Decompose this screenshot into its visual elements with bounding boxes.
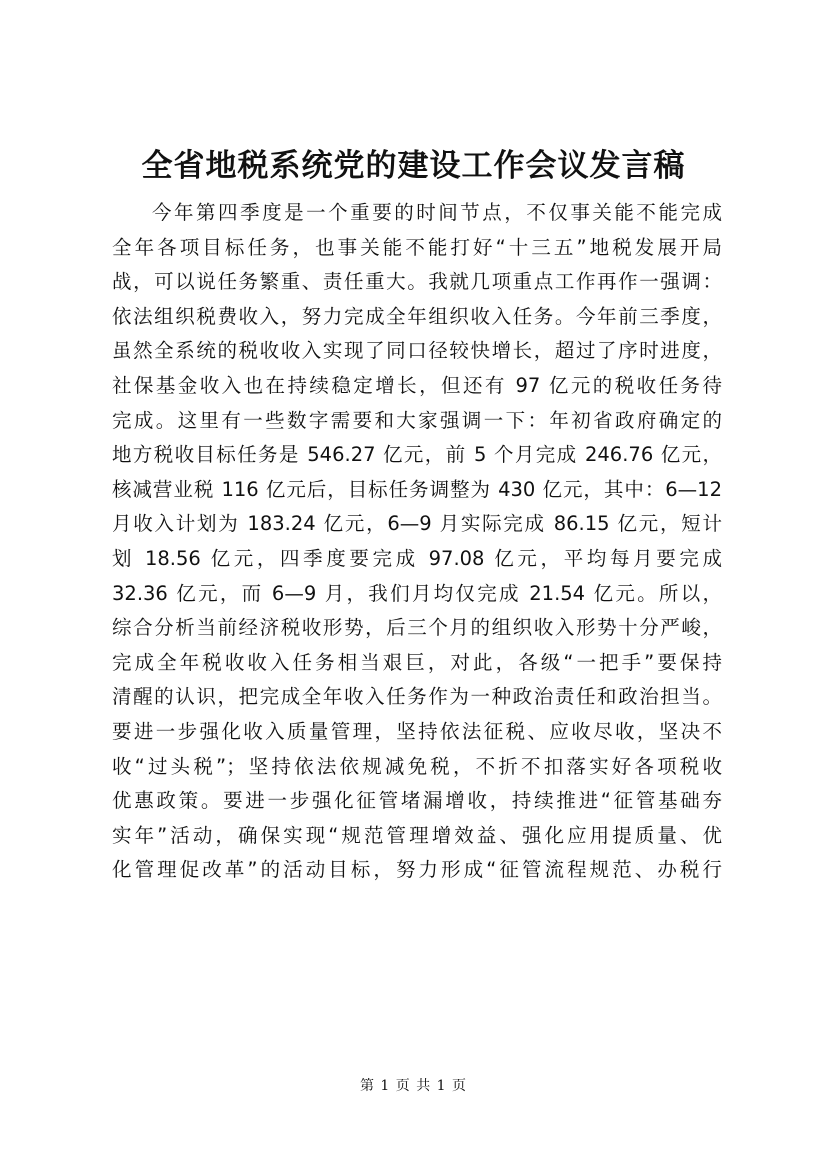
body-line: 核减营业税 116 亿元后，目标任务调整为 430 亿元，其中：6—12 <box>112 477 722 501</box>
body-line: 要进一步强化收入质量管理，坚持依法征税、应收尽收，坚决不 <box>112 719 722 743</box>
body-line: 完成全年税收收入任务相当艰巨，对此，各级“一把手”要保持 <box>112 650 722 674</box>
body-line: 今年第四季度是一个重要的时间节点，不仅事关能不能完成 <box>152 201 722 224</box>
body-line: 32.36 亿元，而 6—9 月，我们月均仅完成 21.54 亿元。所以， <box>112 581 722 605</box>
body-line: 完成。这里有一些数字需要和大家强调一下：年初省政府确定的 <box>112 408 722 432</box>
body-line: 全年各项目标任务，也事关能不能打好“十三五”地税发展开局 <box>112 235 722 259</box>
body-line: 综合分析当前经济税收形势，后三个月的组织收入形势十分严峻， <box>112 616 722 640</box>
body-line: 地方税收目标任务是 546.27 亿元，前 5 个月完成 246.76 亿元， <box>112 443 722 467</box>
body-line: 收“过头税”；坚持依法依规减免税，不折不扣落实好各项税收 <box>112 754 722 778</box>
body-line: 虽然全系统的税收收入实现了同口径较快增长，超过了序时进度， <box>112 339 722 363</box>
body-line: 清醒的认识，把完成全年收入任务作为一种政治责任和政治担当。 <box>112 685 722 709</box>
body-line: 依法组织税费收入，努力完成全年组织收入任务。今年前三季度， <box>112 304 722 328</box>
body-line: 化管理促改革”的活动目标，努力形成“征管流程规范、办税行 <box>112 858 722 882</box>
body-line: 战，可以说任务繁重、责任重大。我就几项重点工作再作一强调： <box>112 270 722 294</box>
page-number-footer: 第 1 页 共 1 页 <box>359 1078 468 1094</box>
body-line: 划 18.56 亿元，四季度要完成 97.08 亿元，平均每月要完成 <box>112 546 722 570</box>
body-line: 社保基金收入也在持续稳定增长，但还有 97 亿元的税收任务待 <box>112 373 722 397</box>
body-line: 优惠政策。要进一步强化征管堵漏增收，持续推进“征管基础夯 <box>112 789 722 813</box>
body-line: 实年”活动，确保实现“规范管理增效益、强化应用提质量、优 <box>112 823 722 847</box>
document-title: 全省地税系统党的建设工作会议发言稿 <box>141 148 686 184</box>
document-body <box>112 196 722 888</box>
body-line: 月收入计划为 183.24 亿元，6—9 月实际完成 86.15 亿元，短计 <box>112 512 722 536</box>
